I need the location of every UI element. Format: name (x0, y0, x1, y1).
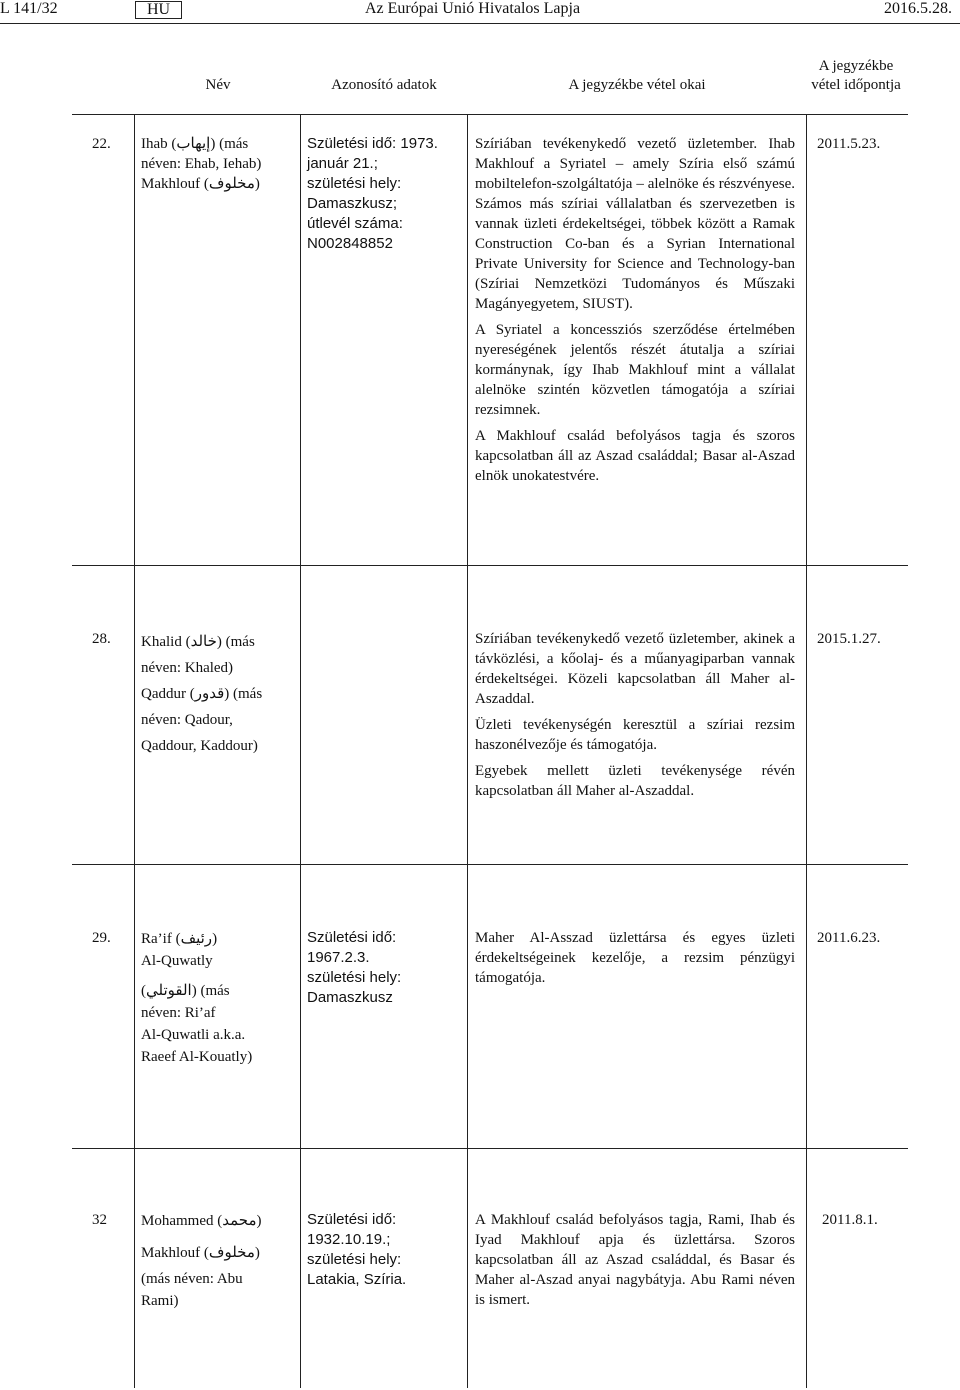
id-line: születési hely: (307, 1251, 402, 1268)
column-divider (134, 115, 135, 1388)
name-line: néven: Khaled) (141, 660, 234, 676)
row-divider (72, 565, 908, 566)
name-line: Khalid (خالد) (más (141, 634, 255, 650)
id-line: Latakia, Szíria. (307, 1271, 407, 1288)
id-line: Damaszkusz (307, 989, 393, 1006)
name-line: Raeef Al-Kouatly) (141, 1049, 253, 1065)
reason-paragraph: Maher Al-Asszad üzlettársa és egyes üzleti érdekeltségeinek kezelője, a rezsim pénzügyi támogatója. (475, 930, 795, 986)
row-divider (72, 1148, 908, 1149)
name-line: Mohammed (محمد) (141, 1213, 262, 1229)
id-line: 1967.2.3. (307, 949, 370, 966)
entry-name (141, 629, 297, 759)
entry-identifying-info (307, 1210, 465, 1290)
reason-paragraph: Üzleti tevékenységén keresztül a szíriai rezsim haszonélvezője és támogatója. (475, 717, 795, 753)
id-line: N002848852 (307, 235, 393, 252)
row-divider (72, 864, 908, 865)
name-line: Rami) (141, 1293, 179, 1309)
column-header-reasons: A jegyzékbe vétel okai (568, 77, 706, 93)
entry-listing-date: 2011.5.23. (817, 136, 881, 152)
id-line: Damaszkusz; (307, 195, 398, 212)
name-line: néven: Ehab, Iehab) (141, 156, 262, 172)
name-line: Makhlouf (مخلوف) (141, 176, 260, 192)
id-line: január 21.; (307, 155, 378, 172)
language-code: HU (135, 1, 182, 19)
page-header (0, 0, 960, 22)
reason-paragraph: A Makhlouf család befolyásos tagja és szoros kapcsolatban áll az Aszad családdal; Basar al-Aszad elnök unokatestvére. (475, 428, 795, 484)
name-line: Qaddour, Kaddour) (141, 738, 258, 754)
name-line: Ihab (إيهاب) (más (141, 136, 249, 152)
name-line: (más néven: Abu (141, 1271, 243, 1287)
entry-number: 32 (92, 1212, 107, 1228)
entry-reasons (475, 1210, 795, 1316)
id-line: Születési idő: 1973. (307, 135, 438, 152)
reason-paragraph: A Syriatel a koncessziós szerződése értelmében nyereségének jelentős részét átutalja a szíriai kormánynak, így Ihab Makhlouf mint a vállalat alelnöke szintén közvetlen támogatója a szíriai rezsimnek. (475, 322, 795, 418)
entry-identifying-info (307, 928, 465, 1008)
name-line: Al-Quwatly (141, 953, 213, 969)
name-line: Qaddur (قدور) (más (141, 686, 263, 702)
column-header-listing-date: A jegyzékbe vétel időpontja (811, 58, 901, 93)
entry-identifying-info (307, 134, 465, 254)
entry-name (141, 134, 297, 194)
entry-reasons (475, 928, 795, 994)
id-line: Születési idő: (307, 1211, 397, 1228)
id-line: útlevél száma: (307, 215, 403, 232)
entry-reasons (475, 134, 795, 492)
id-line: 1932.10.19.; (307, 1231, 391, 1248)
column-divider (300, 115, 301, 1388)
id-line: születési hely: (307, 175, 402, 192)
reason-paragraph: Egyebek mellett üzleti tevékenysége révén kapcsolatban áll Maher al-Aszaddal. (475, 763, 795, 799)
entry-number: 28. (92, 631, 111, 647)
journal-title: Az Európai Unió Hivatalos Lapja (365, 0, 581, 17)
reason-paragraph: Szíriában tevékenykedő vezető üzletember. Ihab Makhlouf a Syriatel – amely Szíria első számú mobiltelefon-szolgáltatója – alelnöke és részvényese. Számos más szíriai vállalatban és szervezetben is vannak üzleti érdekeltségei, többek között a Ramak Construction Co-ban és a Syrian International Private University for Science and Technology-ban (Szíriai Nemzetközi Tudományos és Műszaki Magányegyetem, SIUST). (475, 136, 795, 312)
entry-listing-date: 2015.1.27. (817, 631, 881, 647)
name-line: (القوتلي) (más (141, 983, 230, 999)
name-line: néven: Qadour, (141, 712, 233, 728)
column-header-name: Név (205, 77, 231, 93)
journal-reference: L 141/32 (0, 0, 58, 17)
name-line: néven: Ri’af (141, 1005, 216, 1021)
entry-number: 29. (92, 930, 111, 946)
column-divider (806, 115, 807, 1388)
entry-name (141, 1210, 297, 1312)
entry-name (141, 928, 297, 1068)
id-line: születési hely: (307, 969, 402, 986)
publication-date: 2016.5.28. (884, 0, 952, 17)
entry-number: 22. (92, 136, 111, 152)
reason-paragraph: A Makhlouf család befolyásos tagja, Rami, Ihab és Iyad Makhlouf apja és üzlettársa. Szoros kapcsolatban áll az Aszad családdal, és Basar és Maher al-Aszad anyai nagybátyja. Abu Rami néven is ismert. (475, 1212, 795, 1308)
table-header-rule (72, 114, 908, 115)
entry-listing-date: 2011.6.23. (817, 930, 881, 946)
entry-reasons (475, 629, 795, 807)
name-line: Al-Quwatli a.k.a. (141, 1027, 246, 1043)
name-line: Ra’if (رئيف) (141, 931, 218, 947)
name-line: Makhlouf (مخلوف) (141, 1245, 260, 1261)
column-header-id: Azonosító adatok (331, 77, 437, 93)
entry-listing-date: 2011.8.1. (822, 1212, 878, 1228)
header-rule (0, 23, 960, 24)
reason-paragraph: Szíriában tevékenykedő vezető üzletember, akinek a távközlési, a kőolaj- és a műanyagiparban vannak érdekeltségei. Közeli kapcsolatban áll Maher al-Aszaddal. (475, 631, 795, 707)
column-divider (467, 115, 468, 1388)
id-line: Születési idő: (307, 929, 397, 946)
